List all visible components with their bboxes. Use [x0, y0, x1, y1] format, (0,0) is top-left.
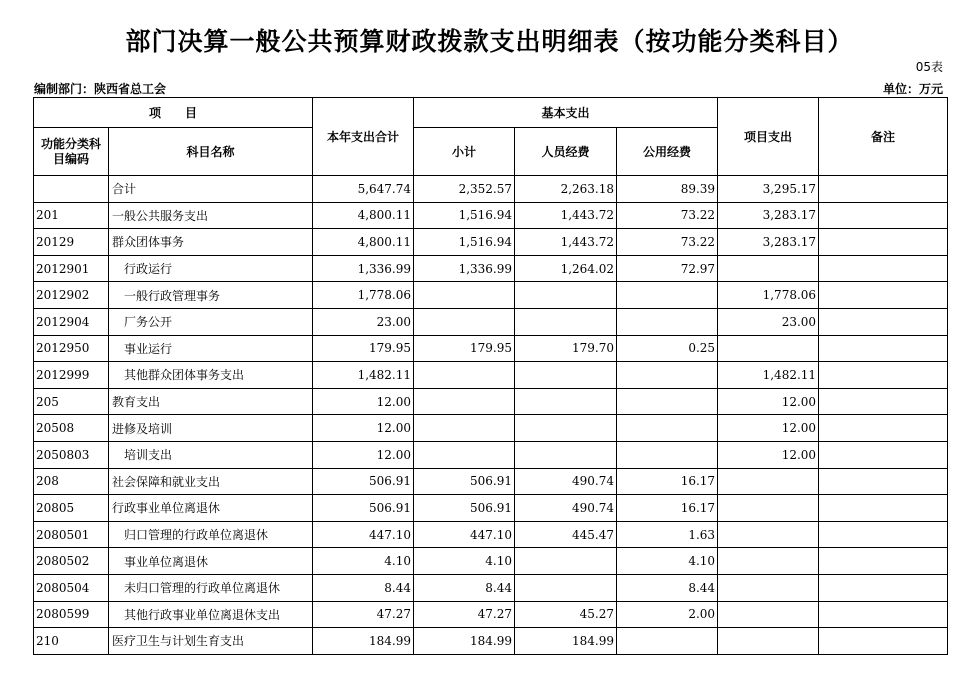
cell-total: 4.10	[313, 548, 414, 575]
cell-remark	[819, 548, 948, 575]
cell-personnel	[515, 441, 617, 468]
cell-name: 厂务公开	[109, 308, 313, 335]
table-row	[34, 628, 948, 655]
cell-personnel: 184.99	[515, 628, 617, 655]
unit-label: 单位：万元	[882, 82, 943, 96]
cell-code: 20508	[34, 415, 109, 442]
cell-remark	[819, 229, 948, 256]
cell-code: 2080502	[34, 548, 109, 575]
header-basic: 基本支出	[414, 98, 718, 128]
cell-remark	[819, 388, 948, 415]
cell-project: 12.00	[718, 441, 819, 468]
cell-name: 群众团体事务	[109, 229, 313, 256]
cell-public: 4.10	[617, 548, 718, 575]
cell-name: 事业运行	[109, 335, 313, 362]
cell-code: 2080599	[34, 601, 109, 628]
cell-personnel	[515, 282, 617, 309]
table-row	[34, 388, 948, 415]
cell-subtotal	[414, 362, 515, 389]
cell-personnel	[515, 415, 617, 442]
cell-name: 归口管理的行政单位离退休	[109, 521, 313, 548]
cell-code: 20805	[34, 495, 109, 522]
cell-public	[617, 628, 718, 655]
cell-public: 16.17	[617, 468, 718, 495]
cell-project	[718, 255, 819, 282]
header-remark: 备注	[819, 98, 948, 176]
table-row	[34, 468, 948, 495]
cell-public: 8.44	[617, 574, 718, 601]
cell-code: 20129	[34, 229, 109, 256]
cell-project: 23.00	[718, 308, 819, 335]
cell-project	[718, 521, 819, 548]
cell-personnel: 490.74	[515, 468, 617, 495]
cell-name: 事业单位离退休	[109, 548, 313, 575]
cell-total: 1,778.06	[313, 282, 414, 309]
cell-personnel: 2,263.18	[515, 176, 617, 203]
cell-code: 2012950	[34, 335, 109, 362]
cell-remark	[819, 176, 948, 203]
cell-subtotal	[414, 282, 515, 309]
cell-total: 506.91	[313, 495, 414, 522]
cell-code: 205	[34, 388, 109, 415]
cell-name: 一般行政管理事务	[109, 282, 313, 309]
table-row	[34, 282, 948, 309]
cell-subtotal: 184.99	[414, 628, 515, 655]
cell-subtotal: 47.27	[414, 601, 515, 628]
cell-personnel: 45.27	[515, 601, 617, 628]
cell-project	[718, 628, 819, 655]
cell-project: 1,482.11	[718, 362, 819, 389]
cell-subtotal: 1,516.94	[414, 229, 515, 256]
cell-public	[617, 362, 718, 389]
cell-total: 4,800.11	[313, 229, 414, 256]
table-row	[34, 362, 948, 389]
expenditure-table	[33, 97, 948, 655]
cell-public: 0.25	[617, 335, 718, 362]
cell-subtotal	[414, 388, 515, 415]
cell-project: 3,283.17	[718, 202, 819, 229]
cell-total: 12.00	[313, 388, 414, 415]
cell-public	[617, 441, 718, 468]
cell-code: 2012904	[34, 308, 109, 335]
cell-name: 行政事业单位离退休	[109, 495, 313, 522]
cell-subtotal: 447.10	[414, 521, 515, 548]
cell-project: 3,283.17	[718, 229, 819, 256]
cell-code: 201	[34, 202, 109, 229]
cell-total: 23.00	[313, 308, 414, 335]
cell-remark	[819, 308, 948, 335]
cell-personnel	[515, 362, 617, 389]
cell-subtotal: 1,336.99	[414, 255, 515, 282]
cell-remark	[819, 415, 948, 442]
table-row	[34, 441, 948, 468]
cell-total: 506.91	[313, 468, 414, 495]
cell-name: 进修及培训	[109, 415, 313, 442]
cell-total: 1,482.11	[313, 362, 414, 389]
form-number: 05表	[915, 60, 943, 74]
table-row	[34, 335, 948, 362]
cell-subtotal: 4.10	[414, 548, 515, 575]
cell-remark	[819, 255, 948, 282]
cell-name: 其他群众团体事务支出	[109, 362, 313, 389]
cell-name: 医疗卫生与计划生育支出	[109, 628, 313, 655]
cell-subtotal: 1,516.94	[414, 202, 515, 229]
cell-project	[718, 574, 819, 601]
header-code: 功能分类科目编码	[34, 128, 109, 176]
cell-public: 2.00	[617, 601, 718, 628]
cell-name: 培训支出	[109, 441, 313, 468]
cell-code: 2080501	[34, 521, 109, 548]
cell-remark	[819, 335, 948, 362]
cell-code: 2012999	[34, 362, 109, 389]
table-row	[34, 229, 948, 256]
cell-personnel: 179.70	[515, 335, 617, 362]
cell-personnel: 1,264.02	[515, 255, 617, 282]
cell-code: 208	[34, 468, 109, 495]
table-row	[34, 308, 948, 335]
cell-total: 179.95	[313, 335, 414, 362]
report-title: 部门决算一般公共预算财政拨款支出明细表（按功能分类科目）	[125, 27, 854, 56]
cell-total: 8.44	[313, 574, 414, 601]
header-public: 公用经费	[617, 128, 718, 176]
cell-total: 5,647.74	[313, 176, 414, 203]
cell-code: 2080504	[34, 574, 109, 601]
table-row	[34, 176, 948, 203]
cell-code: 2050803	[34, 441, 109, 468]
header-total: 本年支出合计	[313, 98, 414, 176]
table-row	[34, 495, 948, 522]
cell-total: 12.00	[313, 415, 414, 442]
cell-name: 教育支出	[109, 388, 313, 415]
cell-subtotal	[414, 308, 515, 335]
cell-subtotal: 506.91	[414, 495, 515, 522]
cell-remark	[819, 521, 948, 548]
cell-personnel: 490.74	[515, 495, 617, 522]
cell-public: 72.97	[617, 255, 718, 282]
cell-project	[718, 495, 819, 522]
cell-subtotal	[414, 415, 515, 442]
cell-subtotal: 179.95	[414, 335, 515, 362]
cell-remark	[819, 495, 948, 522]
cell-subtotal: 2,352.57	[414, 176, 515, 203]
cell-total: 447.10	[313, 521, 414, 548]
cell-remark	[819, 468, 948, 495]
header-name: 科目名称	[109, 128, 313, 176]
cell-remark	[819, 202, 948, 229]
cell-public	[617, 282, 718, 309]
table-row	[34, 601, 948, 628]
cell-total: 1,336.99	[313, 255, 414, 282]
cell-code: 2012901	[34, 255, 109, 282]
cell-personnel	[515, 548, 617, 575]
cell-remark	[819, 441, 948, 468]
cell-project: 12.00	[718, 388, 819, 415]
cell-public	[617, 388, 718, 415]
cell-personnel: 445.47	[515, 521, 617, 548]
cell-remark	[819, 574, 948, 601]
header-subtotal: 小计	[414, 128, 515, 176]
cell-remark	[819, 628, 948, 655]
cell-name: 社会保障和就业支出	[109, 468, 313, 495]
header-item: 项 目	[34, 98, 313, 128]
cell-project	[718, 468, 819, 495]
cell-public: 73.22	[617, 202, 718, 229]
cell-subtotal: 8.44	[414, 574, 515, 601]
cell-total: 47.27	[313, 601, 414, 628]
table-row	[34, 202, 948, 229]
cell-name: 一般公共服务支出	[109, 202, 313, 229]
cell-public: 73.22	[617, 229, 718, 256]
cell-public	[617, 308, 718, 335]
table-row	[34, 255, 948, 282]
table-row	[34, 574, 948, 601]
cell-name: 行政运行	[109, 255, 313, 282]
header-personnel: 人员经费	[515, 128, 617, 176]
cell-project: 1,778.06	[718, 282, 819, 309]
cell-personnel	[515, 574, 617, 601]
cell-code: 2012902	[34, 282, 109, 309]
cell-personnel	[515, 388, 617, 415]
cell-remark	[819, 362, 948, 389]
table-row	[34, 548, 948, 575]
cell-project	[718, 601, 819, 628]
cell-personnel	[515, 308, 617, 335]
cell-project: 12.00	[718, 415, 819, 442]
cell-public: 1.63	[617, 521, 718, 548]
cell-subtotal	[414, 441, 515, 468]
cell-public: 16.17	[617, 495, 718, 522]
header-project: 项目支出	[718, 98, 819, 176]
cell-personnel: 1,443.72	[515, 229, 617, 256]
cell-name: 未归口管理的行政单位离退休	[109, 574, 313, 601]
cell-remark	[819, 282, 948, 309]
cell-code: 210	[34, 628, 109, 655]
cell-project: 3,295.17	[718, 176, 819, 203]
cell-project	[718, 548, 819, 575]
cell-remark	[819, 601, 948, 628]
cell-public	[617, 415, 718, 442]
table-row	[34, 521, 948, 548]
cell-name: 合计	[109, 176, 313, 203]
cell-code	[34, 176, 109, 203]
cell-name: 其他行政事业单位离退休支出	[109, 601, 313, 628]
department-label: 编制部门：陕西省总工会	[34, 82, 167, 96]
cell-total: 184.99	[313, 628, 414, 655]
cell-total: 12.00	[313, 441, 414, 468]
cell-subtotal: 506.91	[414, 468, 515, 495]
cell-personnel: 1,443.72	[515, 202, 617, 229]
table-row	[34, 415, 948, 442]
cell-project	[718, 335, 819, 362]
cell-public: 89.39	[617, 176, 718, 203]
cell-total: 4,800.11	[313, 202, 414, 229]
